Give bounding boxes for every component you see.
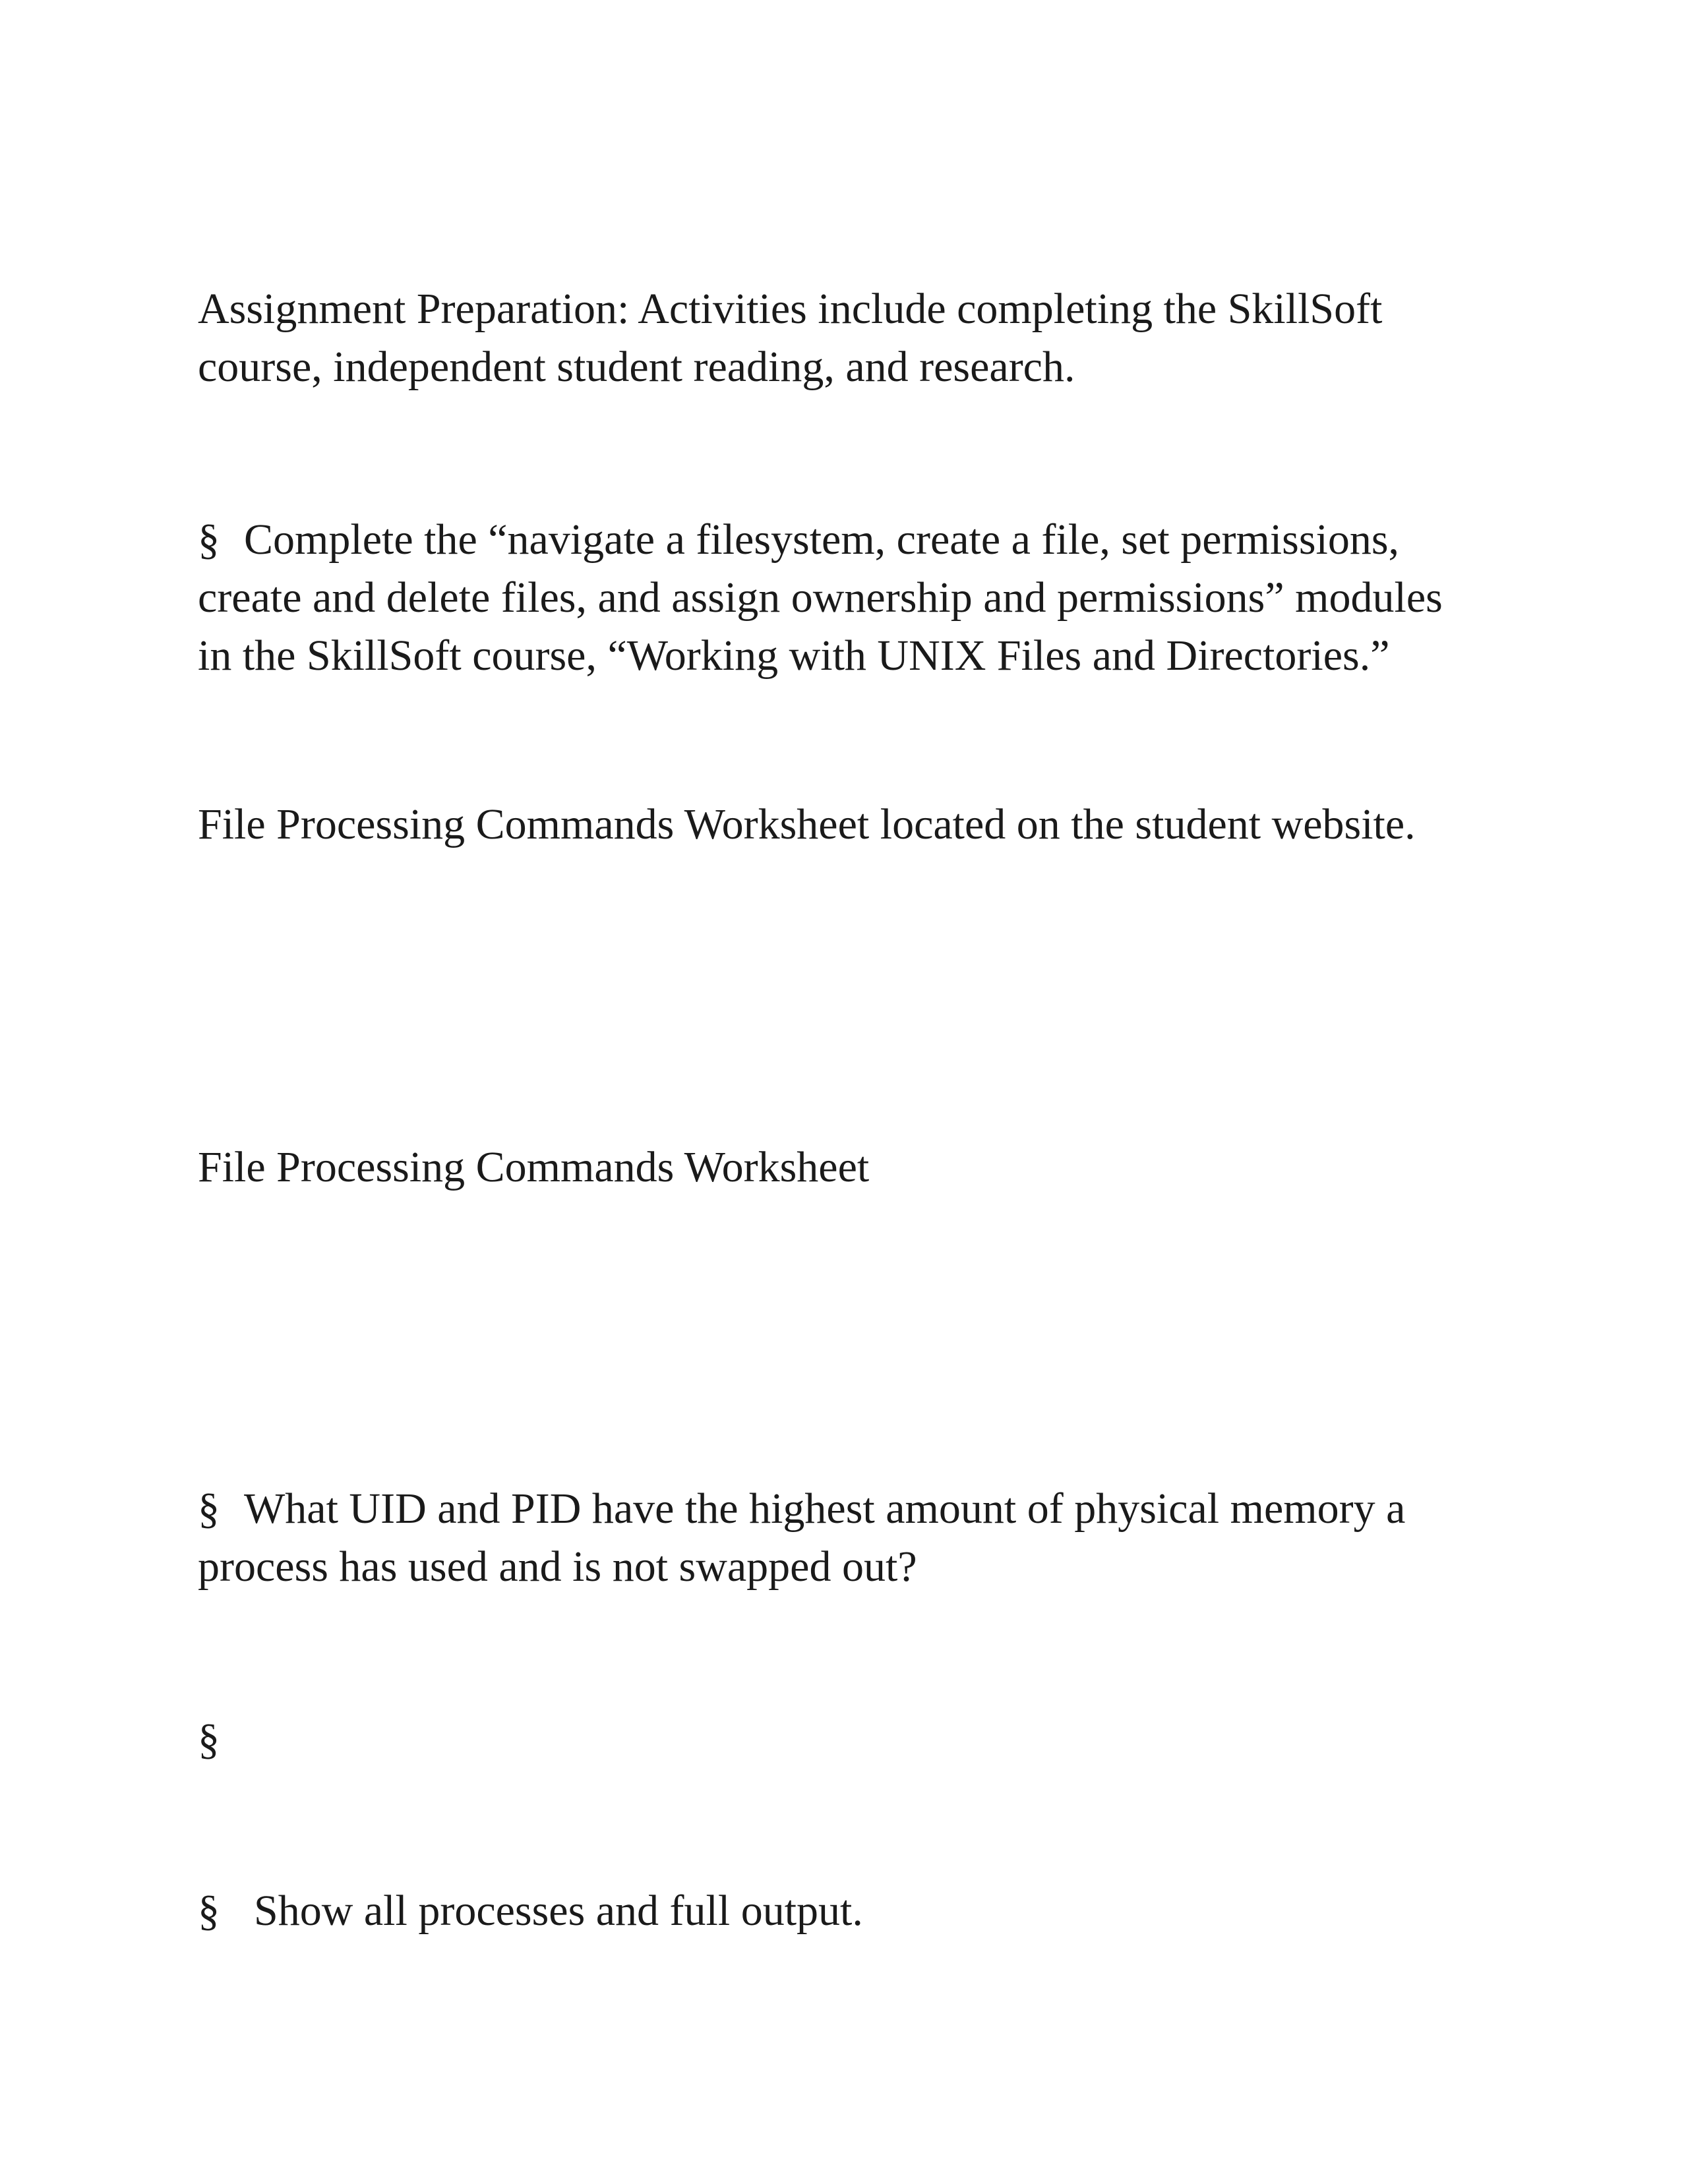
section-bullet: § [198, 1485, 220, 1533]
show-processes-paragraph [198, 1882, 1517, 1940]
question-line-2: process has used and is not swapped out? [198, 1543, 917, 1591]
complete-line-1 [198, 511, 1517, 569]
intro-line-2: course, independent student reading, and research. [198, 343, 1075, 391]
worksheet-title-text: File Processing Commands Worksheet [198, 1143, 870, 1191]
show-line [198, 1882, 1517, 1940]
show-text: Show all processes and full output. [254, 1887, 863, 1935]
worksheet-title [198, 1138, 1517, 1196]
uid-pid-question-paragraph [198, 1480, 1517, 1596]
complete-line-2: create and delete files, and assign ownership and permissions” modules [198, 574, 1443, 622]
question-line-1-text: What UID and PID have the highest amount of physical memory a [244, 1485, 1406, 1533]
assignment-preparation-paragraph [198, 280, 1517, 396]
section-bullet: § [198, 1887, 220, 1935]
question-line-1 [198, 1480, 1517, 1538]
complete-modules-paragraph [198, 511, 1517, 685]
worksheet-location-text: File Processing Commands Worksheet located on the student website. [198, 800, 1416, 848]
complete-line-1-text: Complete the “navigate a filesystem, create a file, set permissions, [244, 516, 1400, 564]
worksheet-location-paragraph [198, 796, 1517, 854]
empty-bullet: § [198, 1715, 220, 1763]
empty-bullet-paragraph [198, 1711, 1517, 1769]
section-bullet: § [198, 516, 220, 564]
complete-line-3: in the SkillSoft course, “Working with UNIX Files and Directories.” [198, 632, 1390, 680]
intro-line-1: Assignment Preparation: Activities include completing the SkillSoft [198, 285, 1383, 333]
